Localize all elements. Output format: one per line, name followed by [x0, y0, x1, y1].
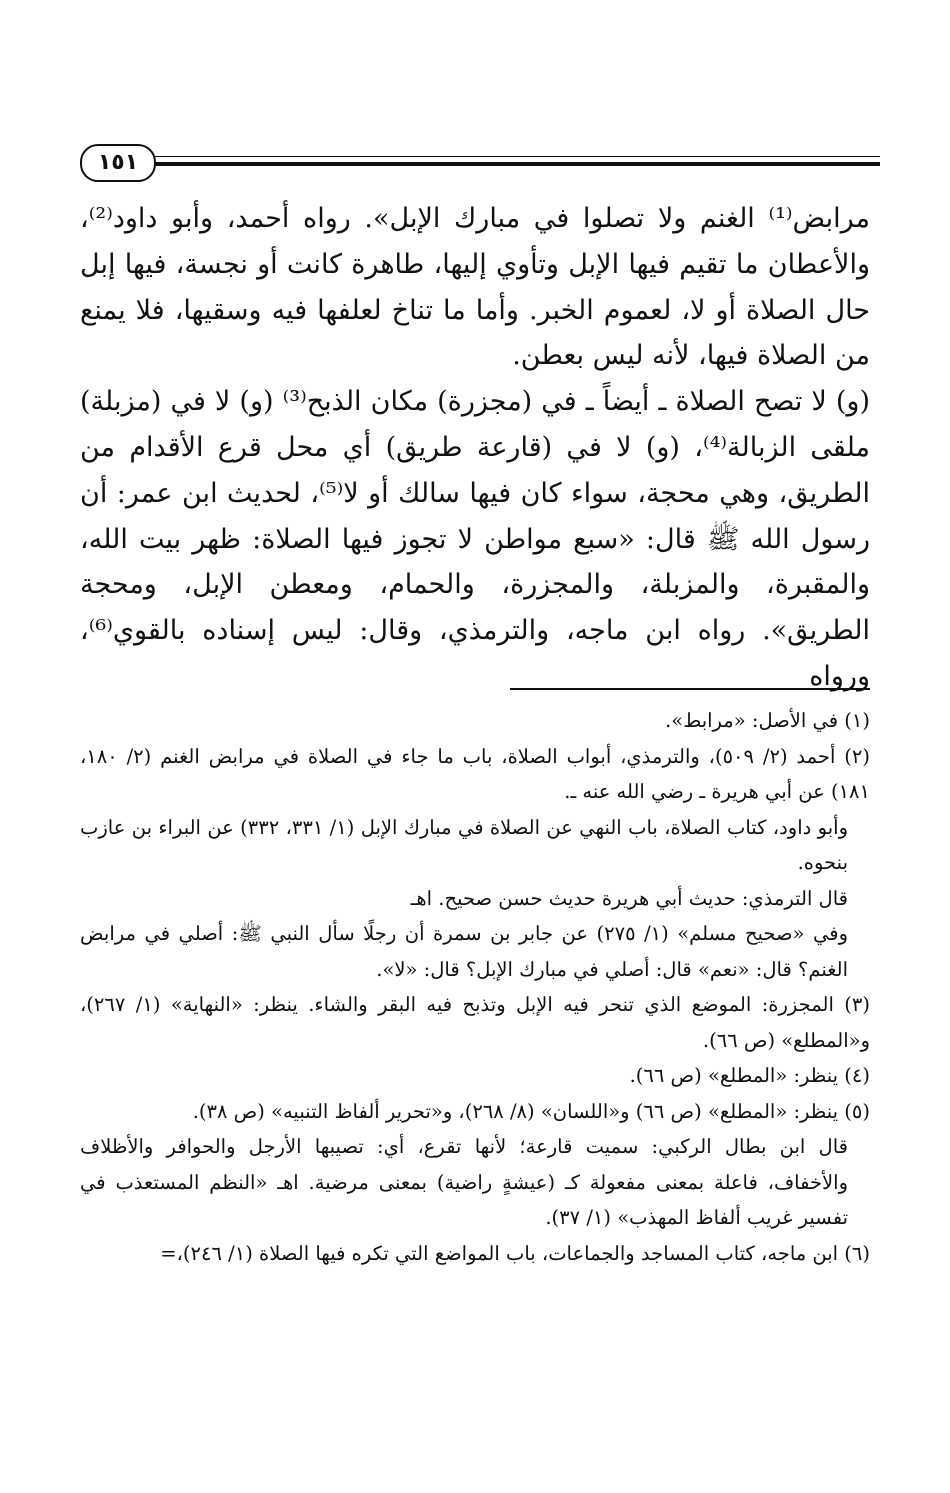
header-rule-thick [140, 162, 880, 166]
footnote-1: (١) في الأصل: «مرابط». [665, 709, 870, 732]
footnote-2-continuation: قال الترمذي: حديث أبي هريرة حديث حسن صحيح. اهـ [410, 886, 848, 910]
main-text [80, 196, 870, 700]
header-rule-thin [140, 156, 880, 157]
page-number: ١٥١ [80, 144, 156, 182]
footnote-6: (٦) ابن ماجه، كتاب المساجد والجماعات، باب المواضع التي تكره فيها الصلاة (١/ ٢٤٦)،= [160, 1241, 870, 1265]
footnote-5: (٥) ينظر: «المطلع» (ص ٦٦) و«اللسان» (٨/ ٢٦٨)، و«تحرير ألفاظ التنبيه» (ص ٣٨). [192, 1099, 870, 1123]
page-header [80, 138, 880, 190]
header-rule [140, 156, 880, 166]
footnote-divider [510, 688, 870, 690]
footnote-3: (٣) المجزرة: الموضع الذي تنحر فيه الإبل وتذبح فيه البقر والشاء. ينظر: «النهاية» (١/ ٢٦٧)، و«المطلع» (ص ٦٦). [80, 993, 870, 1052]
footnotes [80, 703, 870, 1271]
footnote-2: (٢) أحمد (٢/ ٥٠٩)، والترمذي، أبواب الصلاة، باب ما جاء في الصلاة في مرابض الغنم (٢/ ١٨٠، ١٨١) عن أبي هريرة ـ رضي الله عنه ـ. [80, 744, 870, 803]
footnote-2-continuation: وأبو داود، كتاب الصلاة، باب النهي عن الصلاة في مبارك الإبل (١/ ٣٣١، ٣٣٢) عن البراء بن عازب بنحوه. [80, 815, 848, 874]
paragraph: (و) لا تصح الصلاة ـ أيضاً ـ في (مجزرة) مكان الذبح⁽³⁾ (و) لا في (مزبلة) ملقى الزبالة⁽⁴⁾، (و) لا في (قارعة طريق) أي محل قرع الأقدام من الطريق، وهي محجة، سواء كان فيها سالك أو لا⁽⁵⁾، لحديث ابن عمر: أن رسول الله ﷺ قال: «سبع مواطن لا تجوز فيها الصلاة: ظهر بيت الله، والمقبرة، والمزبلة، والمجزرة، والحمام، ومعطن الإبل، ومحجة الطريق». رواه ابن ماجه، والترمذي، وقال: ليس إسناده بالقوي⁽⁶⁾، ورواه [80, 386, 871, 692]
footnote-5-continuation: قال ابن بطال الركبي: سميت قارعة؛ لأنها تقرع، أي: تصيبها الأرجل والحوافر والأظلاف والأخفاف، فاعلة بمعنى مفعولة كـ (عيشةٍ راضية) بمعنى مرضية. اهـ «النظم المستعذب في تفسير غريب ألفاظ المهذب» (١/ ٣٧). [80, 1135, 848, 1229]
footnote-4: (٤) ينظر: «المطلع» (ص ٦٦). [629, 1064, 870, 1087]
paragraph: مرابض⁽¹⁾ الغنم ولا تصلوا في مبارك الإبل». رواه أحمد، وأبو داود⁽²⁾، والأعطان ما تقيم فيها الإبل وتأوي إليها، طاهرة كانت أو نجسة، فيها إبل حال الصلاة أو لا، لعموم الخبر. وأما ما تناخ لعلفها فيه وسقيها، فلا يمنع من الصلاة فيها، لأنه ليس بعطن. [80, 203, 870, 372]
footnote-2-continuation: وفي «صحيح مسلم» (١/ ٢٧٥) عن جابر بن سمرة أن رجلًا سأل النبي ﷺ: أصلي في مرابض الغنم؟ قال: «نعم» قال: أصلي في مبارك الإبل؟ قال: «لا». [80, 922, 848, 981]
